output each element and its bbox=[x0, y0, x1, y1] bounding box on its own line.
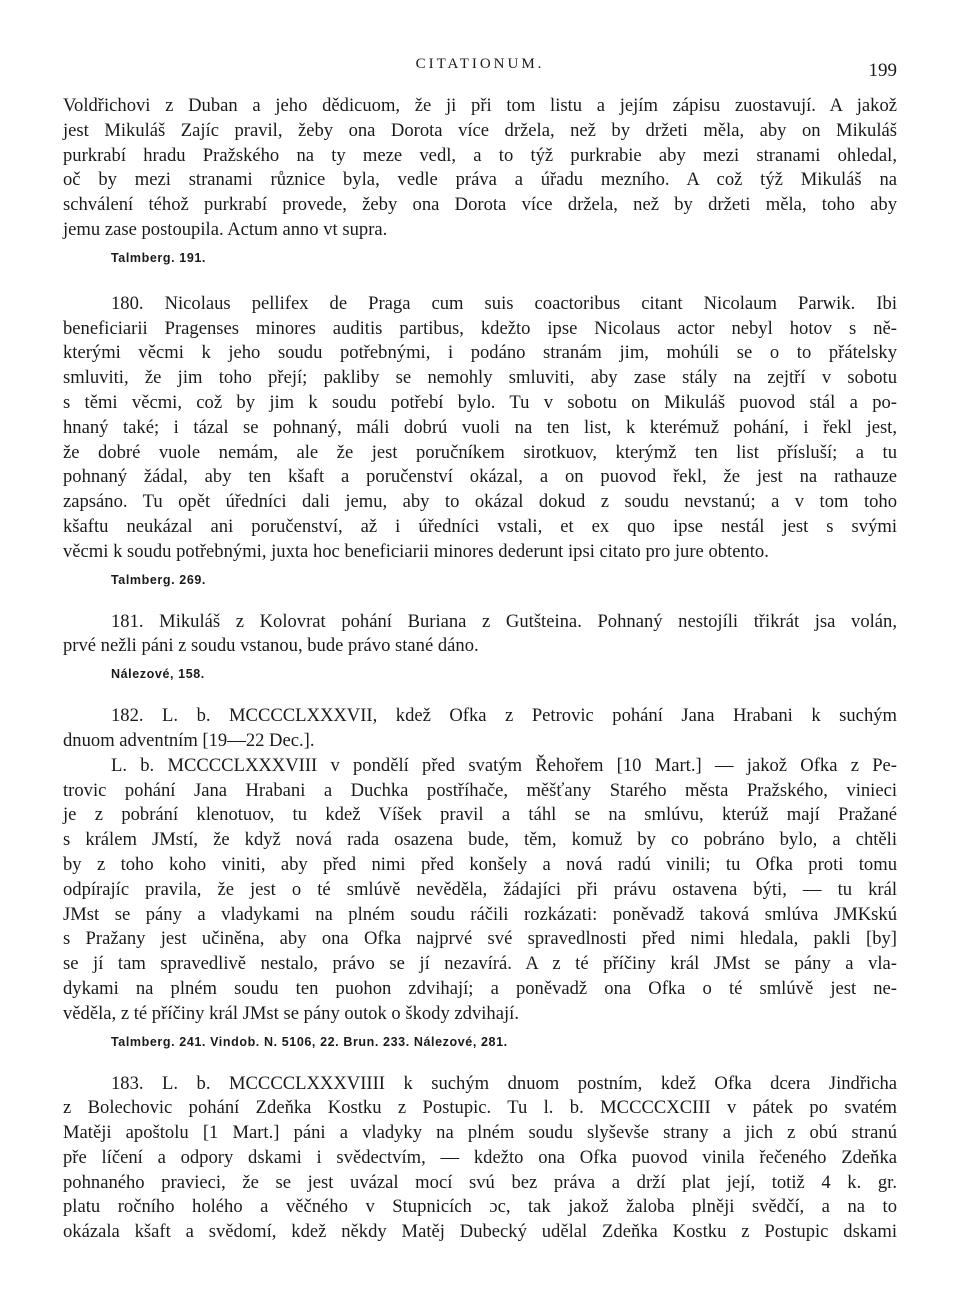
text-line: pohnaný žádal, aby ten kšaft a poručenství okázal, a on puovod řekl, že jest na rathauze bbox=[63, 466, 897, 488]
text-line: s králem JMstí, že když nová rada osazena bude, těm, komuž by co pobráno bylo, a chtěli bbox=[63, 829, 897, 851]
text-line: 183. L. b. MCCCCLXXXVIIII k suchým dnuom postním, kdež Ofka dcera Jindřicha bbox=[111, 1072, 897, 1094]
text-line: dykami na plném soudu ten puohon zdvihají; a poněvadž ona Ofka o té smlúvě jest ne- bbox=[63, 977, 897, 999]
text-line: kšaftu neukázal ani poručenství, až i úředníci vstali, et ex quo ipse nestál jest s svými bbox=[63, 515, 897, 537]
text-line: L. b. MCCCCLXXXVIII v pondělí před svatým Řehořem [10 Mart.] — jakož Ofka z Pe- bbox=[111, 754, 897, 776]
page-number: 199 bbox=[868, 60, 897, 81]
text-line: je z pobrání klenotuov, tu kdež Víšek pravil a táhl se na smlúvu, kterúž mají Pražané bbox=[63, 804, 897, 826]
entry-183 bbox=[63, 1072, 897, 1246]
text-line: schválení téhož purkrabí provede, žeby ona Dorota více držela, než by držeti měla, toho aby bbox=[63, 194, 897, 216]
text-line: se jí tam spravedlivě nestalo, právo se jí nezavírá. A z té příčiny král JMst se pány a vla- bbox=[63, 953, 897, 975]
text-line: prvé nežli páni z soudu vstanou, bude právo stané dáno. bbox=[63, 635, 479, 657]
entry-182 bbox=[63, 704, 897, 1051]
text-line: JMst se pány a vladykami na plném soudu ráčili rozkázati: poněvadž taková smlúva JMKskú bbox=[63, 903, 897, 925]
text-line: beneficiarii Pragenses minores auditis partibus, kdežto ipse Nicolaus actor nebyl hotov s ně- bbox=[63, 317, 897, 339]
text-line: purkrabí hradu Pražského na ty meze vedl, a to týž purkrabie aby mezi stranami ohledal, bbox=[63, 144, 897, 166]
text-line: odpírajíc pravila, že jest o té smlúvě nevěděla, žádajíci při právu ostavena býti, — tu král bbox=[63, 878, 897, 900]
source-citation: Talmberg. 241. Vindob. N. 5106, 22. Brun. 233. Nálezové, 281. bbox=[111, 1034, 508, 1049]
page-header bbox=[63, 56, 897, 84]
text-line: smluviti, že jim toho přejí; pakliby se nemohly smluviti, aby zase stály na zejtří v sobotu bbox=[63, 367, 897, 389]
text-line: Voldřichovi z Duban a jeho dědicuom, že ji při tom listu a jejím zápisu zuostavují. A jakož bbox=[63, 95, 897, 116]
text-line: okázala kšaft a svědomí, kdež někdy Matěj Dubecký udělal Zdeňka Kostku z Postupic dskami bbox=[63, 1221, 897, 1243]
source-citation: Talmberg. 269. bbox=[111, 572, 207, 587]
text-line: s Pražany jest učiněna, aby ona Ofka najprvé své spravedlnosti před nimi hledala, pakli [by] bbox=[63, 928, 897, 950]
source-citation: Nálezové, 158. bbox=[111, 667, 205, 682]
text-line: s těmi věcmi, což by jim k soudu potřebí bylo. Tu v sobotu on Mikuláš puovod stál a po- bbox=[63, 391, 897, 413]
text-line: hnaný také; i tázal se pohnaný, máli dobrú vuoli na ten list, k kterémuž pohání, i řekl jest, bbox=[63, 416, 897, 438]
text-line: z Bolechovic pohání Zdeňka Kostku z Postupic. Tu l. b. MCCCCXCIII v pátek po svatém bbox=[63, 1097, 897, 1119]
text-line: pohnaného pravieci, že se jest uvázal mocí svú bez práva a drží plat její, totiž 4 k. gr. bbox=[63, 1171, 897, 1193]
text-line: jest Mikuláš Zajíc pravil, žeby ona Dorota více držela, než by držeti měla, aby on Mikuláš bbox=[63, 119, 897, 141]
text-line: že dobré vuole nemám, ale že jest poručníkem sirotkuov, kterýmž ten list přísluší; a tu bbox=[63, 441, 897, 463]
page-body bbox=[63, 94, 897, 1245]
text-line: 182. L. b. MCCCCLXXXVII, kdež Ofka z Petrovic pohání Jana Hrabani k suchým bbox=[111, 705, 897, 727]
text-line: by z toho koho viniti, aby před nimi před konšely a nová radú vinili; tu Ofka proti tomu bbox=[63, 853, 897, 875]
entry-continuation bbox=[63, 94, 897, 268]
text-line: platu ročního holého a věčného v Stupnicích ɔc, tak jakož žaloba plněji svědčí, a na to bbox=[63, 1196, 897, 1218]
text-line: věděla, z té příčiny král JMst se pány outok o škody zdvihají. bbox=[63, 1002, 519, 1024]
entry-181 bbox=[63, 610, 897, 685]
text-line: 181. Mikuláš z Kolovrat pohání Buriana z Gutšteina. Pohnaný nestojíli třikrát jsa volán, bbox=[111, 610, 897, 632]
text-line: oč by mezi stranami různice byla, vedle práva a úřadu mezního. A což týž Mikuláš na bbox=[63, 169, 897, 191]
text-line: trovic pohání Jana Hrabani a Duchka postříhače, měšťany Starého města Pražského, vinieci bbox=[63, 779, 897, 801]
text-line: kterými věcmi k jeho soudu potřebnými, i podáno stranám jim, mohúli se o to přátelsky bbox=[63, 342, 897, 364]
text-line: dnuom adventním [19—22 Dec.]. bbox=[63, 729, 315, 751]
source-citation: Talmberg. 191. bbox=[111, 250, 207, 265]
text-line: pře líčení a odpory dskami i svědectvím, — kdežto ona Ofka puovod vinila řečeného Zdeňka bbox=[63, 1146, 897, 1168]
text-line: jemu zase postoupila. Actum anno vt supra. bbox=[63, 218, 388, 240]
text-line: Matěji apoštolu [1 Mart.] páni a vladyky na plném soudu slyševše strany a jich z obú stranú bbox=[63, 1122, 897, 1144]
text-line: věcmi k soudu potřebnými, juxta hoc beneficiarii minores dederunt ipsi citato pro jure obtento. bbox=[63, 540, 769, 562]
entry-180 bbox=[63, 292, 897, 590]
text-line: 180. Nicolaus pellifex de Praga cum suis coactoribus citant Nicolaum Parwik. Ibi bbox=[111, 292, 897, 314]
text-line: zapsáno. Tu opět úředníci dali jemu, aby to okázal dokud z soudu nevstanú; a v tom toho bbox=[63, 491, 897, 513]
running-title: CITATIONUM. bbox=[415, 56, 545, 72]
